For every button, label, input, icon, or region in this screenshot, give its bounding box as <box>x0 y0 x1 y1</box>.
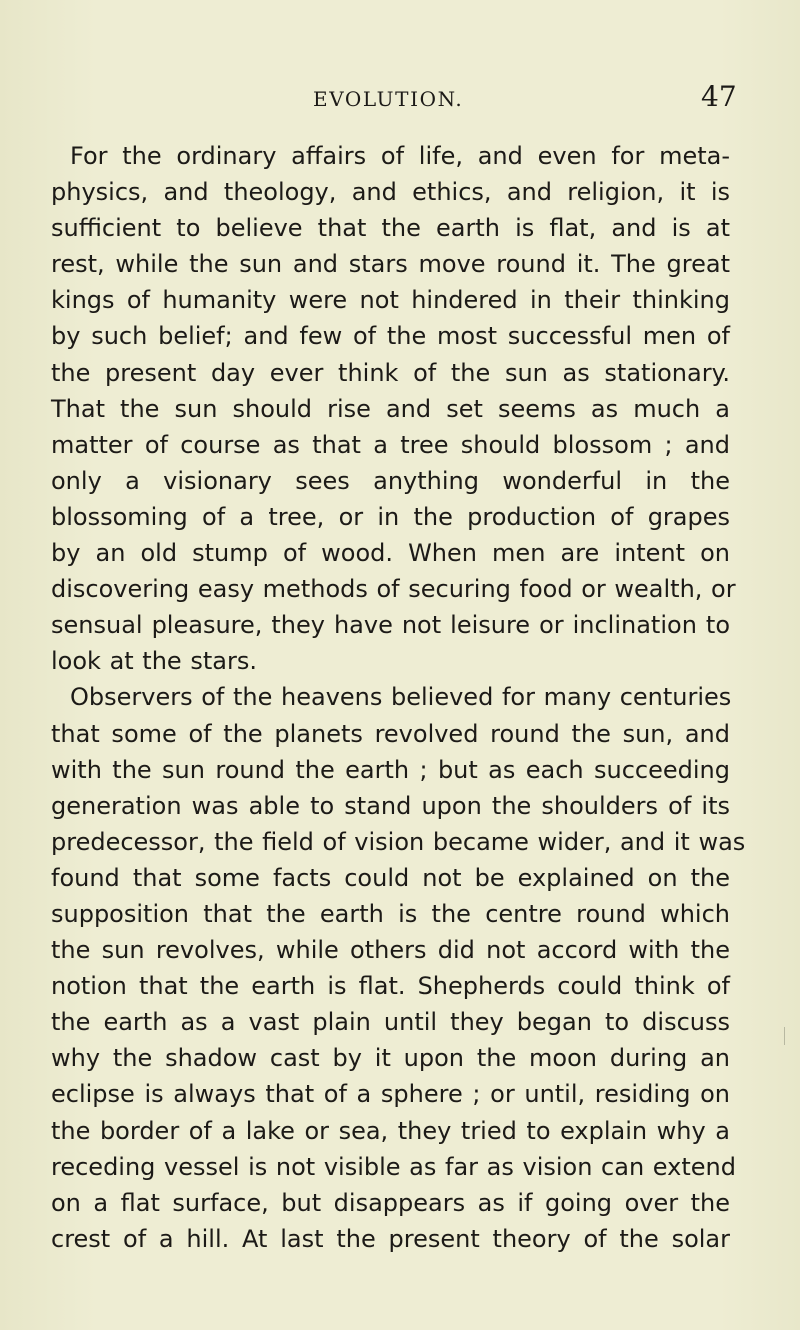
text-line: the earth as a vast plain until they began to discuss <box>51 1008 730 1037</box>
body-text <box>51 138 746 1257</box>
text-line: notion that the earth is flat. Shepherds could think of <box>51 972 730 1001</box>
page-header <box>0 80 800 120</box>
text-line: supposition that the earth is the centre round which <box>51 899 730 928</box>
text-line: eclipse is always that of a sphere ; or until, residing on <box>51 1080 730 1109</box>
text-line: sensual pleasure, they have not leisure or inclination to <box>51 611 730 640</box>
text-line: the sun revolves, while others did not accord with the <box>51 936 730 965</box>
text-line: crest of a hill. At last the present theory of the solar <box>51 1224 730 1253</box>
text-line: the present day ever think of the sun as stationary. <box>51 358 730 387</box>
page-number: 47 <box>701 80 737 113</box>
text-line: physics, and theology, and ethics, and religion, it is <box>51 178 730 207</box>
text-line: Observers of the heavens believed for many centuries <box>70 683 732 712</box>
text-line: on a flat surface, but disappears as if going over the <box>51 1188 730 1217</box>
text-line: That the sun should rise and set seems as much a <box>51 394 730 423</box>
paper-blemish <box>784 1027 785 1045</box>
text-line: look at the stars. <box>51 647 257 676</box>
text-line: For the ordinary affairs of life, and even for meta- <box>70 142 730 170</box>
text-line: predecessor, the field of vision became wider, and it was <box>51 827 746 856</box>
text-line: with the sun round the earth ; but as each succeeding <box>51 755 730 784</box>
text-line: by such belief; and few of the most successful men of <box>51 322 730 351</box>
text-line: that some of the planets revolved round the sun, and <box>51 719 730 748</box>
text-line: the border of a lake or sea, they tried to explain why a <box>51 1116 730 1145</box>
text-line: matter of course as that a tree should blossom ; and <box>51 430 730 459</box>
text-line: only a visionary sees anything wonderful in the <box>51 466 730 495</box>
text-line: rest, while the sun and stars move round it. The great <box>51 250 730 279</box>
text-line: kings of humanity were not hindered in their thinking <box>51 286 730 315</box>
text-line: found that some facts could not be explained on the <box>51 863 730 892</box>
text-line: generation was able to stand upon the shoulders of its <box>51 791 730 820</box>
text-line: sufficient to believe that the earth is flat, and is at <box>51 214 730 243</box>
text-line: blossoming of a tree, or in the production of grapes <box>51 502 730 531</box>
running-head: EVOLUTION. <box>313 87 464 111</box>
text-line: discovering easy methods of securing food or wealth, or <box>51 575 736 604</box>
text-line: by an old stump of wood. When men are intent on <box>51 539 730 568</box>
text-line: why the shadow cast by it upon the moon during an <box>51 1044 730 1073</box>
text-line: receding vessel is not visible as far as vision can extend <box>51 1152 736 1181</box>
